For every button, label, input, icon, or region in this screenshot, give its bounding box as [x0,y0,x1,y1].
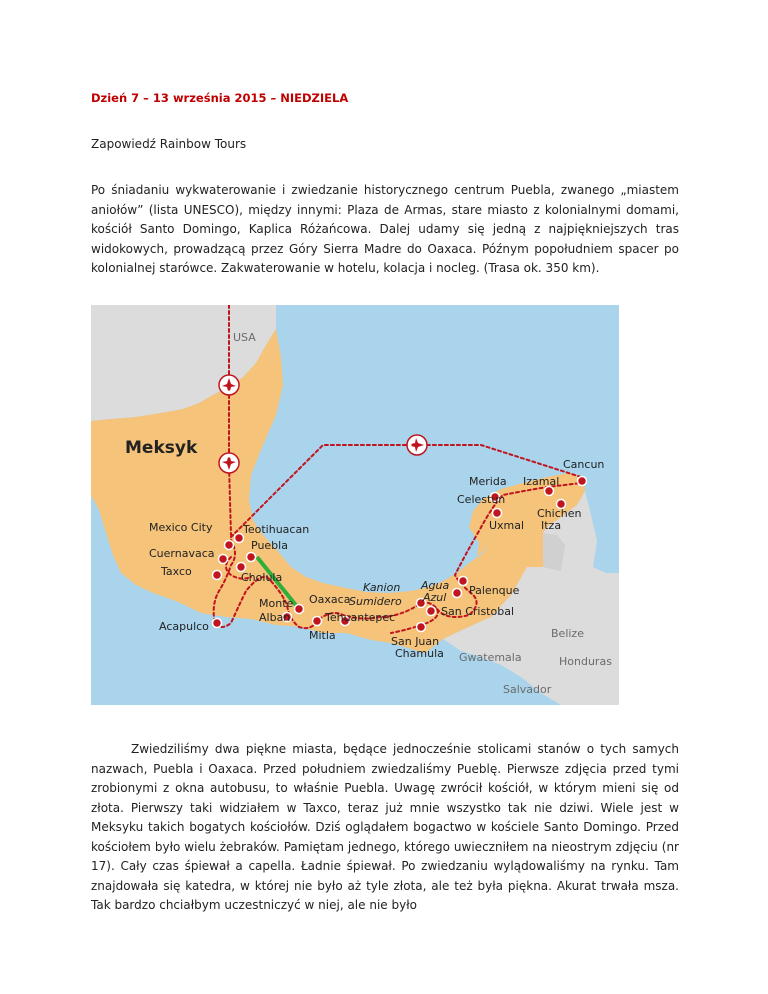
label-mexico: Meksyk [125,438,198,458]
label-cholula: Cholula [241,571,283,584]
label-puebla: Puebla [251,539,288,552]
marker-mitla [313,617,322,626]
label-monte: Monte [259,597,294,610]
marker-uxmal [493,509,502,518]
marker-san-juan-chamula [417,623,426,632]
label-alban: Alban [259,611,291,624]
label-san-cristobal: San Cristobal [441,605,515,618]
marker-cancun [578,477,587,486]
label-sumidero: Sumidero [349,595,402,608]
label-celestun: Celestun [457,493,506,506]
label-chamula: Chamula [395,647,444,660]
plane-icon [219,375,239,395]
label-san-juan: San Juan [391,635,440,648]
label-azul: Azul [423,591,447,604]
marker-agua-azul [453,589,462,598]
plane-icon [219,453,239,473]
marker-puebla [247,553,256,562]
label-cancun: Cancun [563,458,605,471]
label-tehuantepec: Tehuantepec [325,611,396,624]
section-subheading: Zapowiedź Rainbow Tours [91,137,247,151]
label-taxco: Taxco [161,565,192,578]
marker-palenque [459,577,468,586]
label-kanion: Kanion [363,581,401,594]
route-map [91,305,619,705]
label-cuernavaca: Cuernavaca [149,547,215,560]
label-mexico-city: Mexico City [149,521,213,534]
label-itza: Itza [541,519,562,532]
label-mitla: Mitla [309,629,336,642]
marker-acapulco [213,619,222,628]
marker-san-cristobal [427,607,436,616]
label-chichen: Chichen [537,507,582,520]
page-heading: Dzień 7 – 13 września 2015 – NIEDZIELA [91,91,349,105]
label-agua: Agua [421,579,450,592]
travel-report-paragraph: Zwiedziliśmy dwa piękne miasta, będące jednocześnie stolicami stanów o tych samych nazwach, Puebla i Oaxaca. Przed południem zwiedzaliśmy Pueblę. Pierwsze zdjęcia przed tymi zrobionymi z okna autobusu, to właśnie Puebla. Uwagę zwrócił kościół, w którym mieni się od złota. Pierwszy taki widziałem w Taxco, teraz już mnie wszystko tak nie dziwi. Wiele jest w Meksyku takich bogatych kościołów. Dziś oglądałem bogactwo w kościele Santo Domingo. Przed kościołem było wielu żebraków. Pamiętam jednego, którego uwieczniłem na nieostrym zdjęciu (nr 17). Cały czas śpiewał a capella. Ładnie śpiewał. Po zwiedzaniu wylądowaliśmy na rynku. Tam znajdowała się katedra, w której nie było aż tyle złota, ale też była piękna. Akurat trwała msza. Tak bardzo chciałbym uczestniczyć w niej, ale nie było [91,742,679,912]
marker-taxco [213,571,222,580]
label-acapulco: Acapulco [159,620,209,633]
marker-cuernavaca [219,555,228,564]
label-oaxaca: Oaxaca [309,593,351,606]
label-palenque: Palenque [469,584,520,597]
label-salvador: Salvador [503,683,552,696]
marker-mexico-city [225,541,234,550]
label-izamal: Izamal [523,475,560,488]
plane-icon [407,435,427,455]
label-guatemala: Gwatemala [459,651,522,664]
marker-oaxaca [295,605,304,614]
itinerary-paragraph: Po śniadaniu wykwaterowanie i zwiedzanie historycznego centrum Puebla, zwanego „miastem aniołów” (lista UNESCO), między innymi: Plaza de Armas, stare miasto z kolonialnymi domami, kościół Santo Domingo, Kaplica Różańcowa. Dalej udamy się jedną z najpiękniejszych tras widokowych, prowadzącą przez Góry Sierra Madre do Oaxaca. Późnym popołudniem spacer po kolonialnej starówce. Zakwaterowanie w hotelu, kolacja i nocleg. (Trasa ok. 350 km). [91,183,679,275]
label-merida: Merida [469,475,507,488]
label-teotihuacan: Teotihuacan [243,523,310,536]
label-belize: Belize [551,627,584,640]
label-uxmal: Uxmal [489,519,525,532]
label-honduras: Honduras [559,655,612,668]
label-usa: USA [233,331,256,344]
